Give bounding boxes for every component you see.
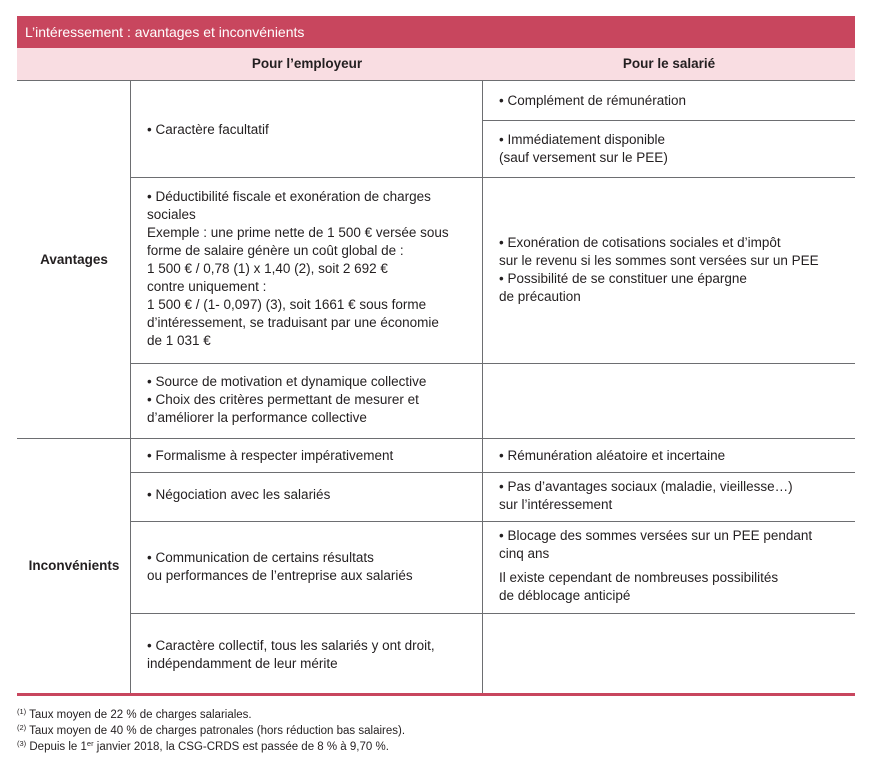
disadvantage-employee-cell (491, 447, 851, 465)
advantage-employee-cell (491, 131, 851, 167)
row-divider (131, 177, 855, 178)
cell-line: indépendamment de leur mérite (147, 656, 338, 671)
cell-line: • Caractère collectif, tous les salariés y ont droit, (147, 638, 435, 653)
advantage-employer-cell (139, 121, 479, 139)
footnote-2 (17, 723, 405, 739)
cell-line: (sauf versement sur le PEE) (499, 150, 668, 165)
advantage-employee-cell (491, 234, 851, 306)
footnote-text: Taux moyen de 40 % de charges patronales (hors réduction bas salaires). (26, 725, 406, 737)
cell-line: ou performances de l’entreprise aux salariés (147, 568, 413, 583)
table-bottom-rule (17, 693, 855, 696)
disadvantage-employer-cell (139, 447, 479, 465)
disadvantage-employer-cell (139, 486, 479, 504)
disadvantage-employer-cell (139, 637, 479, 673)
cell-line: • Possibilité de se constituer une épargne (499, 271, 747, 286)
cell-line: • Rémunération aléatoire et incertaine (499, 448, 726, 463)
cell-line: 1 500 € / 0,78 (1) x 1,40 (2), soit 2 692 € (147, 261, 388, 276)
footnote-text: janvier 2018, la CSG-CRDS est passée de 8 % à 9,70 %. (93, 741, 389, 753)
cell-line: contre uniquement : (147, 279, 267, 294)
row-label-disadvantages: Inconvénients (28, 558, 120, 573)
cell-line: • Formalisme à respecter impérativement (147, 448, 394, 463)
cell-line: • Complément de rémunération (499, 93, 687, 108)
cell-line: Il existe cependant de nombreuses possibilités (499, 570, 779, 585)
column-divider (482, 81, 483, 693)
row-divider (131, 363, 855, 364)
column-header-employer: Pour l’employeur (251, 56, 363, 71)
cell-line: Exemple : une prime nette de 1 500 € versée sous (147, 225, 449, 240)
cell-line: sur l’intéressement (499, 497, 613, 512)
disadvantage-employer-cell (139, 549, 479, 585)
cell-line: • Choix des critères permettant de mesurer et (147, 392, 419, 407)
section-divider (17, 438, 855, 439)
cell-line: • Exonération de cotisations sociales et d’impôt (499, 235, 781, 250)
footnote-text: Depuis le 1 (26, 741, 87, 753)
footnote-text: Taux moyen de 22 % de charges salariales. (26, 709, 252, 721)
ordinal-suffix: er (86, 739, 94, 748)
comparison-table (17, 81, 855, 693)
footnote-1 (17, 707, 405, 723)
cell-line: forme de salaire génère un coût global de : (147, 243, 404, 258)
cell-line: de précaution (499, 289, 581, 304)
advantage-employer-cell (139, 373, 479, 427)
row-divider (131, 521, 855, 522)
row-divider (131, 613, 855, 614)
footnote-3 (17, 739, 405, 755)
disadvantage-employee-cell (491, 478, 851, 514)
row-divider (483, 120, 855, 121)
cell-line: de déblocage anticipé (499, 588, 631, 603)
row-label-advantages: Avantages (40, 251, 108, 267)
disadvantage-employee-cell (491, 527, 851, 605)
cell-line: • Immédiatement disponible (499, 132, 666, 147)
cell-line: de 1 031 € (147, 333, 211, 348)
table-title: L’intéressement : avantages et inconvénients (17, 16, 855, 48)
footnote-mark: (2) (17, 723, 27, 732)
footnote-mark: (1) (17, 707, 27, 716)
cell-line: sociales (147, 207, 196, 222)
advantage-employer-cell (139, 188, 479, 350)
row-divider (131, 472, 855, 473)
cell-line: • Pas d’avantages sociaux (maladie, vieillesse…) (499, 479, 793, 494)
footnotes (17, 707, 405, 755)
cell-line: cinq ans (499, 546, 550, 561)
cell-line: • Déductibilité fiscale et exonération de charges (147, 189, 431, 204)
header-blank-cell (17, 48, 131, 80)
column-header-row (17, 48, 855, 81)
cell-line: d’intéressement, se traduisant par une économie (147, 315, 439, 330)
cell-line: • Source de motivation et dynamique collective (147, 374, 427, 389)
cell-line: • Communication de certains résultats (147, 550, 374, 565)
column-header-employee: Pour le salarié (622, 56, 716, 71)
footnote-mark: (3) (17, 739, 27, 748)
cell-line: • Caractère facultatif (147, 122, 269, 137)
cell-line: sur le revenu si les sommes sont versées sur un PEE (499, 253, 819, 268)
cell-line: • Négociation avec les salariés (147, 487, 331, 502)
advantage-employee-cell (491, 92, 851, 110)
cell-line: • Blocage des sommes versées sur un PEE pendant (499, 528, 813, 543)
cell-line: 1 500 € / (1- 0,097) (3), soit 1661 € sous forme (147, 297, 427, 312)
cell-line: d’améliorer la performance collective (147, 410, 367, 425)
